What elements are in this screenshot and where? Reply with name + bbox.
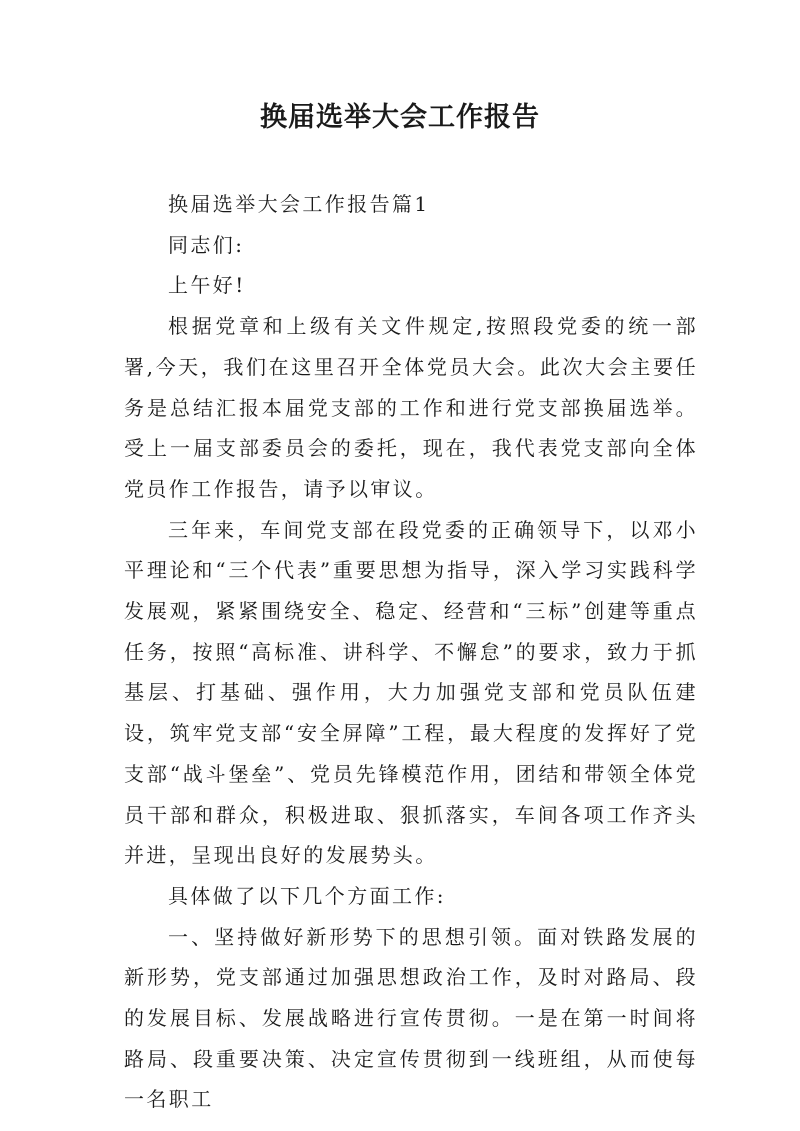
paragraph-work-list-intro: 具体做了以下几个方面工作: — [168, 883, 446, 908]
greeting: 上午好! — [168, 273, 246, 298]
salutation: 同志们: — [168, 232, 245, 257]
document-title: 换届选举大会工作报告 — [260, 102, 540, 133]
section-heading: 换届选举大会工作报告篇1 — [168, 192, 430, 216]
paragraph-intro: 根据党章和上级有关文件规定,按照段党委的统一部署,今天，我们在这里召开全体党员大会。此次大会主要任务是总结汇报本届党支部的工作和进行党支部换届选举。受上一届支部委员会的委托，现在，我代表党支部向全体党员作工作报告，请予以审议。 — [124, 314, 698, 501]
document-body — [124, 184, 698, 1120]
paragraph-point-one: 一、坚持做好新形势下的思想引领。面对铁路发展的新形势，党支部通过加强思想政治工作，及时对路局、段的发展目标、发展战略进行宣传贯彻。一是在第一时间将路局、段重要决策、决定宣传贯彻到一线班组，从而使每一名职工 — [124, 924, 698, 1112]
paragraph-summary: 三年来，车间党支部在段党委的正确领导下，以邓小平理论和“三个代表”重要思想为指导，深入学习实践科学发展观，紧紧围绕安全、稳定、经营和“三标”创建等重点任务，按照“高标准、讲科学、不懈怠”的要求，致力于抓基层、打基础、强作用，大力加强党支部和党员队伍建设，筑牢党支部“安全屏障”工程，最大程度的发挥好了党支部“战斗堡垒”、党员先锋模范作用，团结和带领全体党员干部和群众，积极进取、狠抓落实，车间各项工作齐头并进，呈现出良好的发展势头。 — [124, 517, 698, 868]
